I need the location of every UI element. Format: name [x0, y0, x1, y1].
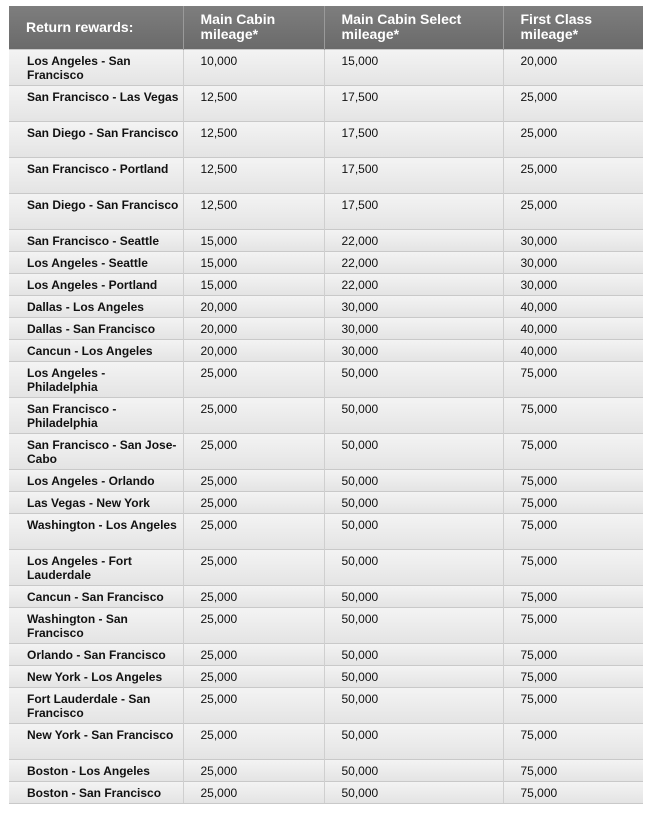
main-cabin-cell: 20,000: [183, 295, 324, 317]
main-cabin-cell: 25,000: [183, 433, 324, 469]
route-cell: Los Angeles - Fort Lauderdale: [9, 549, 183, 585]
table-row: [9, 397, 643, 433]
main-cabin-cell: 25,000: [183, 397, 324, 433]
route-cell: Cancun - Los Angeles: [9, 339, 183, 361]
main-cabin-select-cell: 50,000: [324, 361, 503, 397]
first-class-cell: 40,000: [503, 295, 643, 317]
main-cabin-select-cell: 50,000: [324, 397, 503, 433]
first-class-cell: 25,000: [503, 85, 643, 121]
main-cabin-cell: 20,000: [183, 339, 324, 361]
main-cabin-cell: 25,000: [183, 665, 324, 687]
main-cabin-cell: 15,000: [183, 229, 324, 251]
route-cell: Los Angeles - San Francisco: [9, 49, 183, 85]
main-cabin-select-cell: 50,000: [324, 549, 503, 585]
table-row: [9, 295, 643, 317]
table-row: [9, 585, 643, 607]
table-row: [9, 549, 643, 585]
table-row: [9, 433, 643, 469]
main-cabin-cell: 10,000: [183, 49, 324, 85]
header-main-cabin-select: Main Cabin Select mileage*: [324, 6, 503, 49]
main-cabin-cell: 12,500: [183, 193, 324, 229]
first-class-cell: 75,000: [503, 491, 643, 513]
table-row: [9, 193, 643, 229]
main-cabin-select-cell: 17,500: [324, 157, 503, 193]
table-row: [9, 469, 643, 491]
table-row: [9, 759, 643, 781]
first-class-cell: 75,000: [503, 643, 643, 665]
table-row: [9, 643, 643, 665]
route-cell: San Francisco - Las Vegas: [9, 85, 183, 121]
first-class-cell: 75,000: [503, 397, 643, 433]
main-cabin-cell: 12,500: [183, 121, 324, 157]
main-cabin-select-cell: 50,000: [324, 759, 503, 781]
header-row: [9, 6, 643, 49]
route-cell: Los Angeles - Portland: [9, 273, 183, 295]
first-class-cell: 30,000: [503, 229, 643, 251]
header-main-cabin: Main Cabin mileage*: [183, 6, 324, 49]
first-class-cell: 75,000: [503, 585, 643, 607]
route-cell: New York - San Francisco: [9, 723, 183, 759]
header-route: Return rewards:: [9, 6, 183, 49]
main-cabin-cell: 12,500: [183, 157, 324, 193]
main-cabin-cell: 15,000: [183, 251, 324, 273]
route-cell: New York - Los Angeles: [9, 665, 183, 687]
main-cabin-cell: 15,000: [183, 273, 324, 295]
main-cabin-select-cell: 30,000: [324, 317, 503, 339]
first-class-cell: 75,000: [503, 687, 643, 723]
main-cabin-select-cell: 22,000: [324, 273, 503, 295]
rewards-table: [9, 6, 643, 804]
main-cabin-cell: 25,000: [183, 643, 324, 665]
route-cell: San Diego - San Francisco: [9, 193, 183, 229]
main-cabin-select-cell: 30,000: [324, 339, 503, 361]
first-class-cell: 75,000: [503, 433, 643, 469]
route-cell: Boston - Los Angeles: [9, 759, 183, 781]
first-class-cell: 75,000: [503, 759, 643, 781]
main-cabin-select-cell: 50,000: [324, 607, 503, 643]
route-cell: Washington - Los Angeles: [9, 513, 183, 549]
main-cabin-select-cell: 22,000: [324, 251, 503, 273]
route-cell: San Francisco - Philadelphia: [9, 397, 183, 433]
main-cabin-cell: 25,000: [183, 549, 324, 585]
table-row: [9, 251, 643, 273]
main-cabin-cell: 25,000: [183, 607, 324, 643]
route-cell: Boston - San Francisco: [9, 781, 183, 803]
header-first-class: First Class mileage*: [520, 11, 593, 42]
table-row: [9, 491, 643, 513]
route-cell: Los Angeles - Seattle: [9, 251, 183, 273]
table-row: [9, 229, 643, 251]
route-cell: Orlando - San Francisco: [9, 643, 183, 665]
first-class-cell: 25,000: [503, 157, 643, 193]
table-row: [9, 85, 643, 121]
route-cell: Los Angeles - Philadelphia: [9, 361, 183, 397]
route-cell: Washington - San Francisco: [9, 607, 183, 643]
route-cell: Las Vegas - New York: [9, 491, 183, 513]
main-cabin-cell: 25,000: [183, 513, 324, 549]
main-cabin-select-cell: 50,000: [324, 643, 503, 665]
table-row: [9, 49, 643, 85]
route-cell: San Diego - San Francisco: [9, 121, 183, 157]
main-cabin-select-cell: 50,000: [324, 781, 503, 803]
route-cell: San Francisco - San Jose-Cabo: [9, 433, 183, 469]
main-cabin-cell: 25,000: [183, 723, 324, 759]
table-row: [9, 273, 643, 295]
table-body: [9, 49, 643, 803]
first-class-cell: 75,000: [503, 781, 643, 803]
table-row: [9, 781, 643, 803]
first-class-cell: 30,000: [503, 251, 643, 273]
route-cell: San Francisco - Seattle: [9, 229, 183, 251]
main-cabin-select-cell: 50,000: [324, 469, 503, 491]
main-cabin-cell: 12,500: [183, 85, 324, 121]
table-row: [9, 121, 643, 157]
first-class-cell: 20,000: [503, 49, 643, 85]
main-cabin-select-cell: 17,500: [324, 85, 503, 121]
rewards-table-container: [9, 6, 643, 804]
table-row: [9, 607, 643, 643]
table-row: [9, 157, 643, 193]
first-class-cell: 75,000: [503, 549, 643, 585]
main-cabin-select-cell: 50,000: [324, 665, 503, 687]
table-row: [9, 723, 643, 759]
first-class-cell: 75,000: [503, 723, 643, 759]
main-cabin-select-cell: 50,000: [324, 687, 503, 723]
main-cabin-cell: 25,000: [183, 469, 324, 491]
main-cabin-select-cell: 22,000: [324, 229, 503, 251]
first-class-cell: 75,000: [503, 665, 643, 687]
first-class-cell: 40,000: [503, 317, 643, 339]
main-cabin-select-cell: 50,000: [324, 723, 503, 759]
main-cabin-select-cell: 50,000: [324, 433, 503, 469]
first-class-cell: 75,000: [503, 469, 643, 491]
main-cabin-select-cell: 50,000: [324, 585, 503, 607]
main-cabin-cell: 25,000: [183, 759, 324, 781]
main-cabin-select-cell: 17,500: [324, 121, 503, 157]
first-class-cell: 75,000: [503, 513, 643, 549]
main-cabin-cell: 25,000: [183, 585, 324, 607]
table-row: [9, 361, 643, 397]
main-cabin-select-cell: 50,000: [324, 491, 503, 513]
route-cell: Dallas - Los Angeles: [9, 295, 183, 317]
main-cabin-select-cell: 17,500: [324, 193, 503, 229]
table-row: [9, 339, 643, 361]
main-cabin-cell: 25,000: [183, 687, 324, 723]
first-class-cell: 25,000: [503, 121, 643, 157]
route-cell: Dallas - San Francisco: [9, 317, 183, 339]
table-row: [9, 687, 643, 723]
first-class-cell: 75,000: [503, 361, 643, 397]
route-cell: Los Angeles - Orlando: [9, 469, 183, 491]
table-row: [9, 513, 643, 549]
main-cabin-cell: 20,000: [183, 317, 324, 339]
main-cabin-cell: 25,000: [183, 361, 324, 397]
route-cell: San Francisco - Portland: [9, 157, 183, 193]
first-class-cell: 40,000: [503, 339, 643, 361]
table-header: [9, 6, 643, 49]
main-cabin-cell: 25,000: [183, 781, 324, 803]
main-cabin-select-cell: 15,000: [324, 49, 503, 85]
first-class-cell: 75,000: [503, 607, 643, 643]
main-cabin-select-cell: 50,000: [324, 513, 503, 549]
first-class-cell: 30,000: [503, 273, 643, 295]
route-cell: Cancun - San Francisco: [9, 585, 183, 607]
route-cell: Fort Lauderdale - San Francisco: [9, 687, 183, 723]
table-row: [9, 317, 643, 339]
main-cabin-cell: 25,000: [183, 491, 324, 513]
first-class-cell: 25,000: [503, 193, 643, 229]
main-cabin-select-cell: 30,000: [324, 295, 503, 317]
table-row: [9, 665, 643, 687]
